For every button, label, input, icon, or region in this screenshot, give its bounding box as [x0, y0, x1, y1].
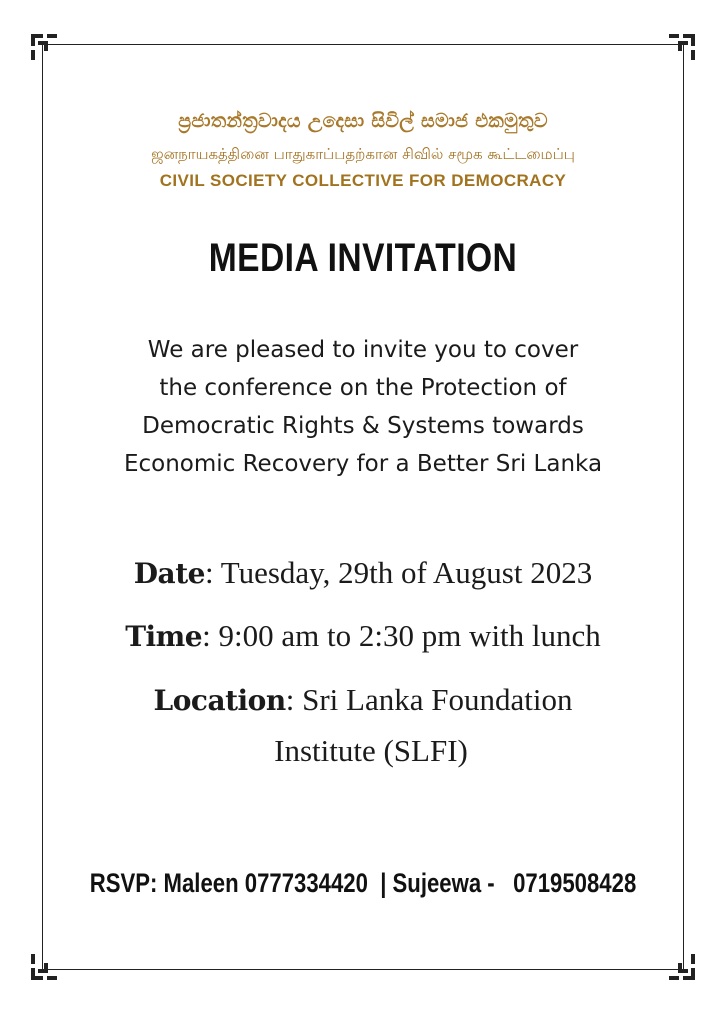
corner-ornament-icon: [667, 32, 697, 62]
org-name-sinhala: ප්‍රජාතන්ත්‍රවාදය උදෙසා සිවිල් සමාජ එකමුතුව: [178, 110, 548, 132]
date-value: Tuesday, 29th of August 2023: [220, 555, 593, 590]
location-label: Location: [153, 684, 286, 717]
event-location: Location: Sri Lanka Foundation Institute (SLFI): [153, 682, 573, 768]
time-value: 9:00 am to 2:30 pm with lunch: [218, 618, 601, 653]
intro-line: the conference on the Protection of: [159, 375, 567, 401]
corner-ornament-icon: [29, 32, 59, 62]
event-time: Time: 9:00 am to 2:30 pm with lunch: [125, 618, 601, 653]
rsvp-contacts: RSVP: Maleen 0777334420 | Sujeewa - 0719508428: [89, 868, 637, 898]
page-title: MEDIA INVITATION: [208, 236, 518, 280]
org-name-tamil: ஜனநாயகத்தினை பாதுகாப்பதற்கான சிவில் சமூக கூட்டமைப்பு: [151, 145, 575, 163]
location-value-line2: Institute (SLFI): [274, 733, 468, 768]
intro-text: [60, 331, 666, 483]
time-label: Time: [125, 620, 203, 653]
event-date: Date: Tuesday, 29th of August 2023: [133, 555, 593, 590]
intro-line: Democratic Rights & Systems towards: [142, 413, 584, 439]
corner-ornament-icon: [667, 952, 697, 982]
intro-line: Economic Recovery for a Better Sri Lanka: [123, 451, 603, 477]
intro-line: We are pleased to invite you to cover: [147, 337, 579, 363]
corner-ornament-icon: [29, 952, 59, 982]
date-label: Date: [133, 557, 205, 590]
org-name-english: CIVIL SOCIETY COLLECTIVE FOR DEMOCRACY: [159, 171, 567, 190]
location-value-line1: Sri Lanka Foundation: [302, 682, 573, 717]
